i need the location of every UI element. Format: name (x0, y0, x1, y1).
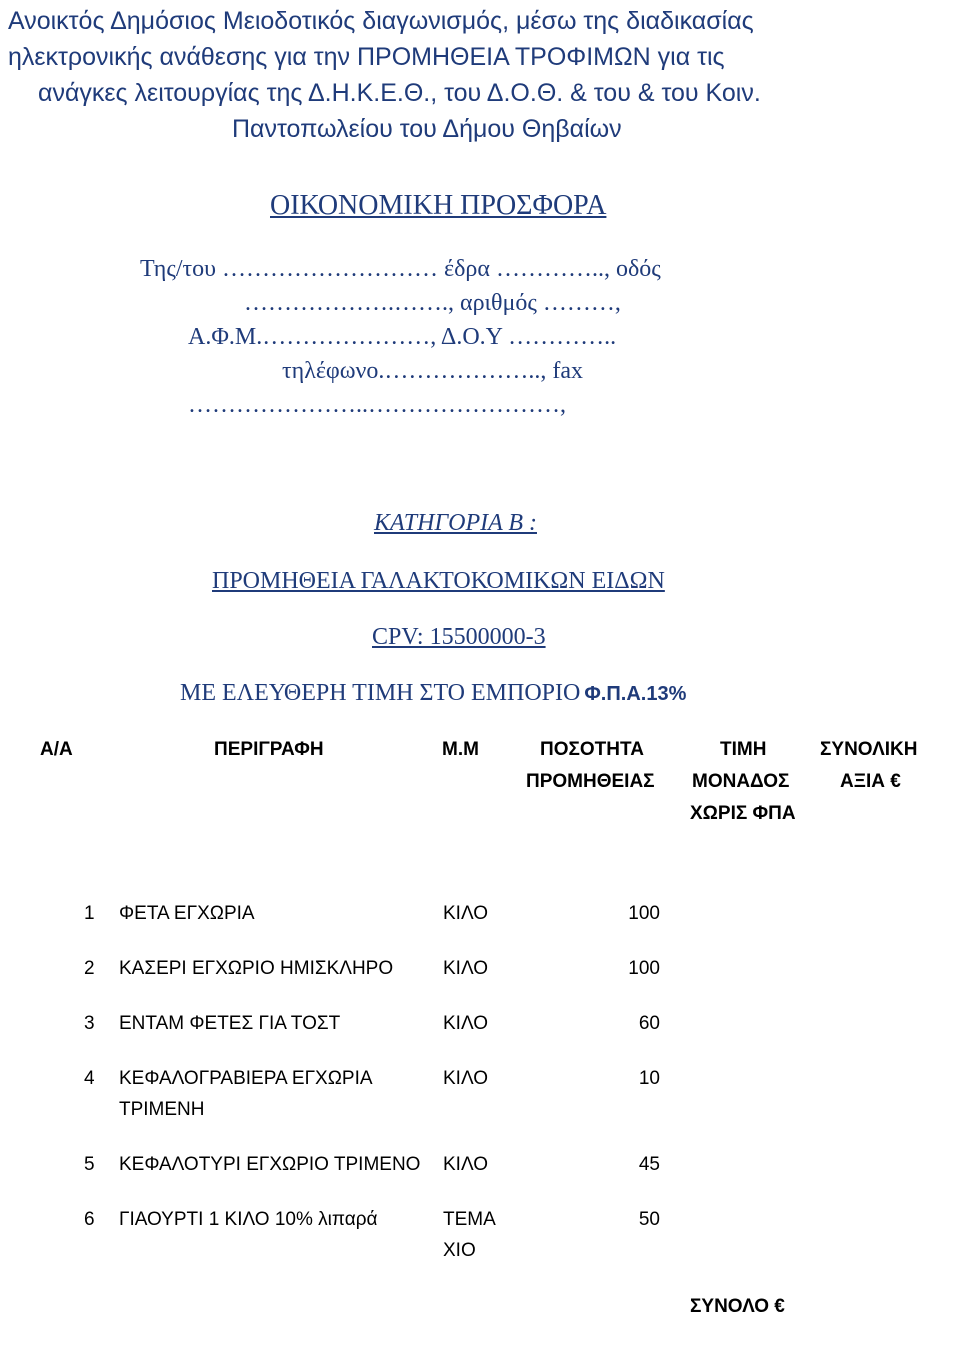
row-1-no: 1 (84, 903, 95, 924)
row-6-unit: ΤΕΜΑ (443, 1209, 496, 1230)
row-4-qty: 10 (638, 1068, 660, 1089)
row-6-no: 6 (84, 1209, 95, 1230)
row-6-desc: ΓΙΑΟΥΡΤΙ 1 ΚΙΛΟ 10% λιπαρά (119, 1209, 378, 1230)
offer-line-1: Της/του ……………………… έδρα ………….., οδός (140, 256, 661, 282)
row-1-unit: ΚΙΛΟ (443, 903, 489, 924)
row-2-no: 2 (84, 958, 95, 979)
row-4-desc: ΚΕΦΑΛΟΓΡΑΒΙΕΡΑ ΕΓΧΩΡΙΑ (119, 1068, 373, 1089)
row-2-desc: ΚΑΣΕΡΙ ΕΓΧΩΡΙΟ ΗΜΙΣΚΛΗΡΟ (119, 958, 394, 979)
row-4-desc-cont: ΤΡΙΜΕΝΗ (119, 1099, 205, 1120)
th-quantity-2: ΠΡΟΜΗΘΕΙΑΣ (526, 771, 655, 792)
offer-line-5: …………………..……………………, (188, 392, 566, 418)
price-note-line (180, 676, 686, 713)
th-aa: Α/Α (40, 739, 73, 760)
row-3-no: 3 (84, 1013, 95, 1034)
th-unit: Μ.Μ (442, 739, 479, 760)
row-5-qty: 45 (638, 1154, 660, 1175)
vat-rate: Φ.Π.Α.13% (584, 683, 687, 705)
row-2-qty: 100 (628, 958, 660, 979)
offer-title: ΟΙΚΟΝΟΜΙΚΗ ΠΡΟΣΦΟΡΑ (270, 190, 607, 221)
header-line-2: ηλεκτρονικής ανάθεσης για την ΠΡΟΜΗΘΕΙΑ ΤΡΟΦΙΜΩΝ για τις (8, 43, 725, 71)
row-4-no: 4 (84, 1068, 95, 1089)
th-total-2: ΑΞΙΑ € (840, 771, 901, 792)
category-label: ΚΑΤΗΓΟΡΙΑ Β : (374, 510, 537, 536)
offer-line-3: Α.Φ.Μ.…………………, Δ.Ο.Υ ………….. (188, 324, 617, 350)
price-note: ΜΕ ΕΛΕΥΘΕΡΗ ΤΙΜΗ ΣΤΟ ΕΜΠΟΡΙΟ (180, 680, 581, 706)
th-quantity-1: ΠΟΣΟΤΗΤΑ (540, 739, 644, 760)
row-3-desc: ΕΝΤΑΜ ΦΕΤΕΣ ΓΙΑ ΤΟΣΤ (119, 1013, 341, 1034)
th-description: ΠΕΡΙΓΡΑΦΗ (214, 739, 324, 760)
row-5-unit: ΚΙΛΟ (443, 1154, 489, 1175)
th-price-1: ΤΙΜΗ (720, 739, 767, 760)
cpv-code: CPV: 15500000-3 (372, 624, 546, 650)
row-6-qty: 50 (638, 1209, 660, 1230)
header-line-1: Ανοικτός Δημόσιος Μειοδοτικός διαγωνισμός, μέσω της διαδικασίας (8, 7, 754, 35)
offer-line-2: ……………….……., αριθμός ………, (244, 290, 621, 316)
header-line-4: Παντοπωλείου του Δήμου Θηβαίων (232, 115, 622, 143)
row-5-desc: ΚΕΦΑΛΟΤΥΡΙ ΕΓΧΩΡΙΟ ΤΡΙΜΕΝΟ (119, 1154, 421, 1175)
row-5-no: 5 (84, 1154, 95, 1175)
th-price-2: ΜΟΝΑΔΟΣ (692, 771, 790, 792)
row-6-unit-cont: ΧΙΟ (443, 1240, 476, 1261)
th-total-1: ΣΥΝΟΛΙΚΗ (820, 739, 918, 760)
row-3-unit: ΚΙΛΟ (443, 1013, 489, 1034)
row-4-unit: ΚΙΛΟ (443, 1068, 489, 1089)
offer-line-4: τηλέφωνο.……………….., fax (282, 358, 584, 384)
row-1-qty: 100 (628, 903, 660, 924)
category-title: ΠΡΟΜΗΘΕΙΑ ΓΑΛΑΚΤΟΚΟΜΙΚΩΝ ΕΙΔΩΝ (212, 568, 665, 594)
header-line-3: ανάγκες λειτουργίας της Δ.Η.Κ.Ε.Θ., του Δ.Ο.Θ. & του & του Κοιν. (38, 79, 761, 107)
th-price-3: ΧΩΡΙΣ ΦΠΑ (690, 803, 796, 824)
row-2-unit: ΚΙΛΟ (443, 958, 489, 979)
row-1-desc: ΦΕΤΑ ΕΓΧΩΡΙΑ (119, 903, 255, 924)
total-label: ΣΥΝΟΛΟ € (690, 1296, 785, 1317)
row-3-qty: 60 (638, 1013, 660, 1034)
